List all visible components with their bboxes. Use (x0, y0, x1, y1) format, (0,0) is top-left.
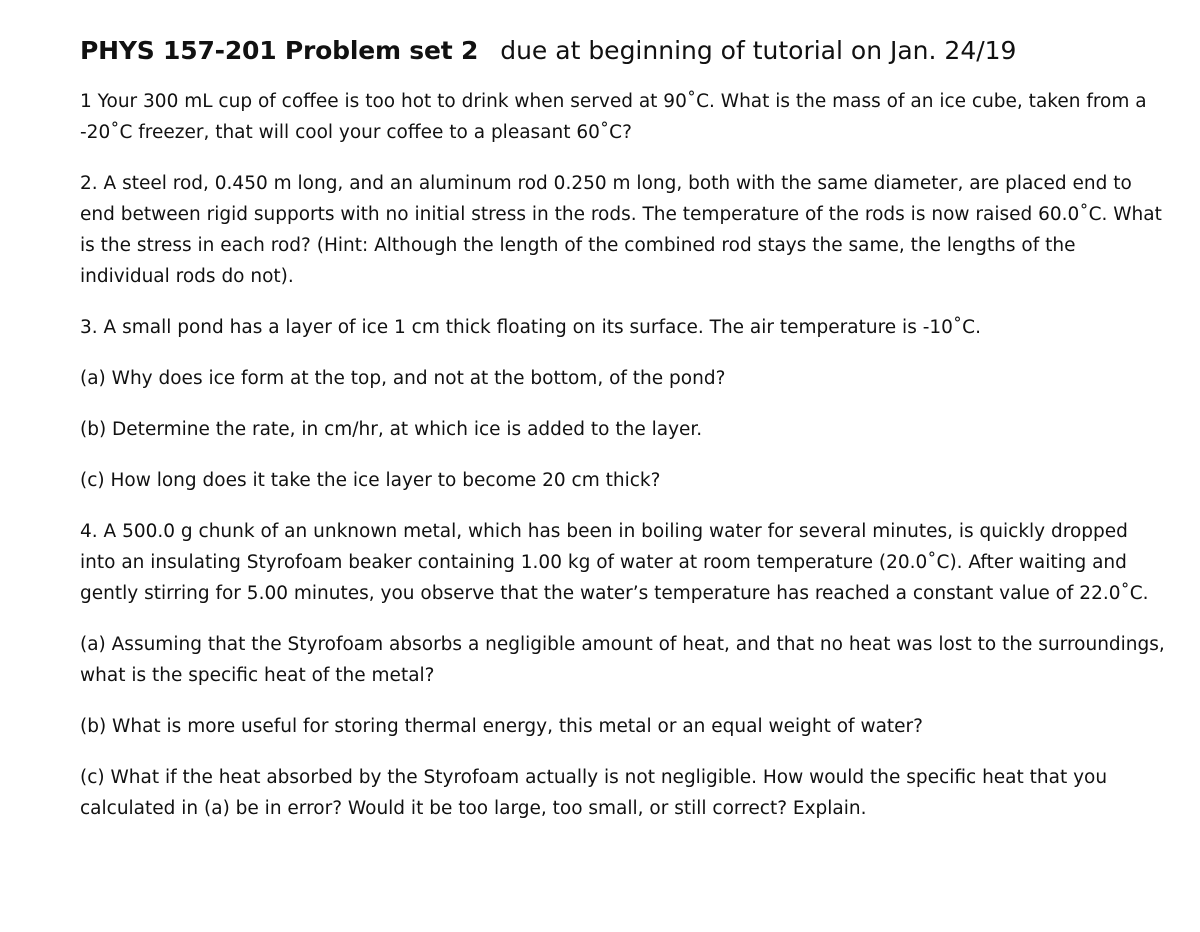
problem-4b: (b) What is more useful for storing thermal energy, this metal or an equal weight of water? (80, 716, 923, 737)
problem-4a: (a) Assuming that the Styrofoam absorbs a negligible amount of heat, and that no heat was lost to the surroundings, what is the specific heat of the metal? (80, 634, 1165, 686)
course-title: PHYS 157-201 Problem set 2 (80, 36, 479, 65)
page-title (80, 34, 1160, 68)
problem-4: 4. A 500.0 g chunk of an unknown metal, which has been in boiling water for several minutes, is quickly dropped into an insulating Styrofoam beaker containing 1.00 kg of water at room temperature (20.0˚C). After waiting and gently stirring for 5.00 minutes, you observe that the water’s temperature has reached a constant value of 22.0˚C. (80, 521, 1149, 604)
problem-3a: (a) Why does ice form at the top, and not at the bottom, of the pond? (80, 368, 726, 389)
problem-3b: (b) Determine the rate, in cm/hr, at which ice is added to the layer. (80, 419, 703, 440)
problem-1: 1 Your 300 mL cup of coffee is too hot to drink when served at 90˚C. What is the mass of an ice cube, taken from a -20˚C freezer, that will cool your coffee to a pleasant 60˚C? (80, 91, 1147, 143)
problem-2: 2. A steel rod, 0.450 m long, and an aluminum rod 0.250 m long, both with the same diameter, are placed end to end between rigid supports with no initial stress in the rods. The temperature of the rods is now raised 60.0˚C. What is the stress in each rod? (Hint: Although the length of the combined rod stays the same, the lengths of the individual rods do not). (80, 173, 1162, 287)
problem-4c: (c) What if the heat absorbed by the Styrofoam actually is not negligible. How would the specific heat that you calculated in (a) be in error? Would it be too large, too small, or still correct? Explain. (80, 767, 1108, 819)
problem-3c: (c) How long does it take the ice layer to become 20 cm thick? (80, 470, 661, 491)
problem-3: 3. A small pond has a layer of ice 1 cm thick floating on its surface. The air temperature is -10˚C. (80, 317, 981, 338)
due-date: due at beginning of tutorial on Jan. 24/19 (500, 36, 1017, 65)
